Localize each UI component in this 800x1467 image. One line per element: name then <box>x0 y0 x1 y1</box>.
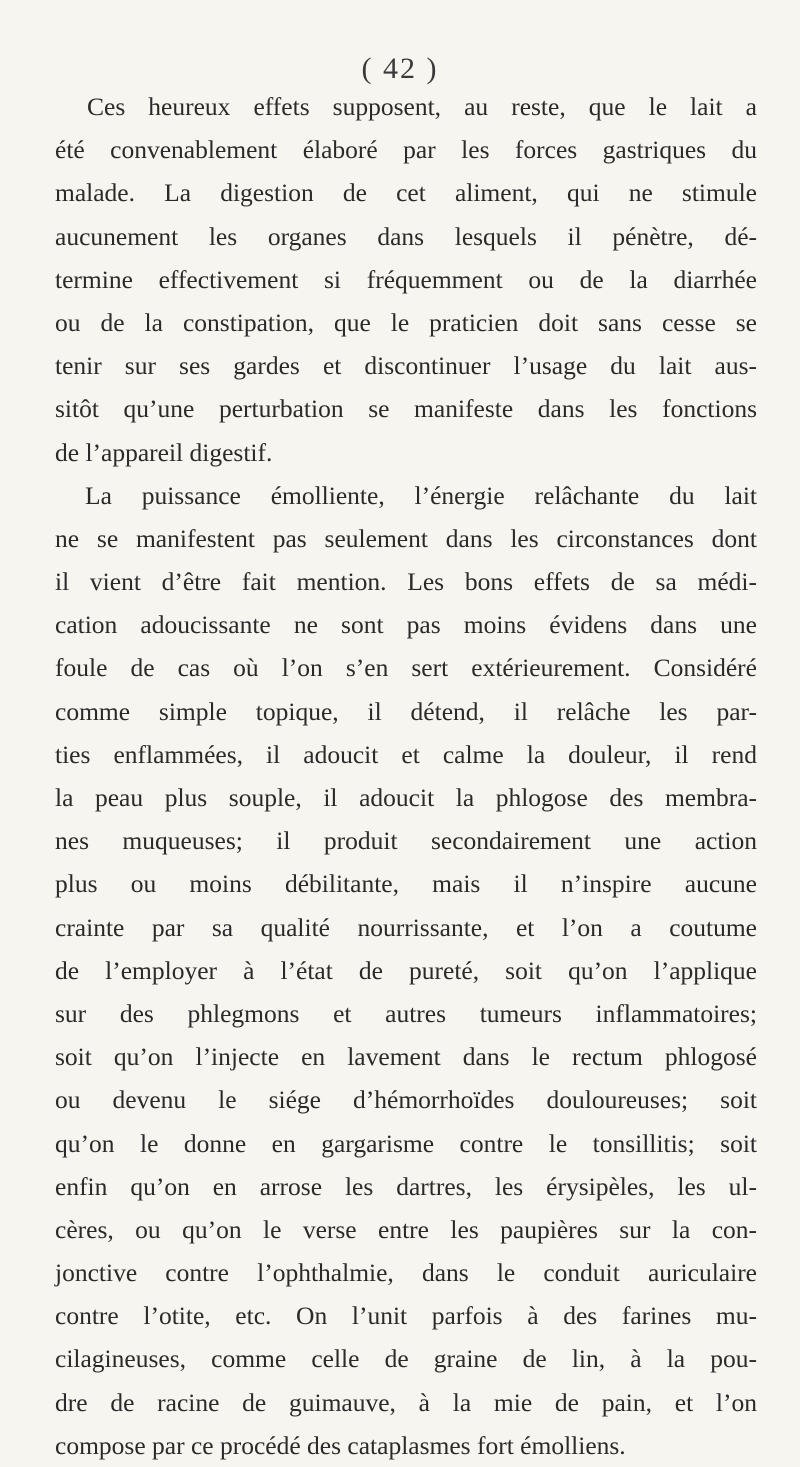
text-line: la peau plus souple, il adoucit la phlogose des membra- <box>55 783 757 812</box>
paragraph-1 <box>55 85 757 474</box>
text-line: cation adoucissante ne sont pas moins évidens dans une <box>55 610 757 640</box>
text-line: contre l’otite, etc. On l’unit parfois à des farines mu- <box>55 1301 757 1331</box>
text-line: soit qu’on l’injecte en lavement dans le rectum phlogosé <box>55 1042 757 1072</box>
text-line: ties enflammées, il adoucit et calme la douleur, il rend <box>55 739 757 769</box>
text-line: nes muqueuses; il produit secondairement une action <box>55 826 757 856</box>
text-line: tenir sur ses gardes et discontinuer l’usage du lait aus- <box>55 351 757 381</box>
page-number: ( 42 ) <box>361 52 439 85</box>
text-line: il vient d’être fait mention. Les bons effets de sa médi- <box>55 567 757 597</box>
text-line: compose par ce procédé des cataplasmes fort émolliens. <box>55 1430 626 1460</box>
text-line: La puissance émolliente, l’énergie relâchante du lait <box>85 480 757 510</box>
text-line: ou devenu le siége d’hémorrhoïdes douloureuses; soit <box>55 1085 757 1115</box>
text-line: enfin qu’on en arrose les dartres, les érysipèles, les ul- <box>55 1171 757 1201</box>
text-line: plus ou moins débilitante, mais il n’inspire aucune <box>55 869 757 899</box>
text-line: aucunement les organes dans lesquels il pénètre, dé- <box>55 221 757 251</box>
text-body <box>55 85 757 1467</box>
text-line: de l’appareil digestif. <box>55 437 273 467</box>
text-line: qu’on le donne en gargarisme contre le tonsillitis; soit <box>55 1128 757 1158</box>
text-line: sitôt qu’une perturbation se manifeste dans les fonctions <box>55 394 757 424</box>
text-line: ou de la constipation, que le praticien doit sans cesse se <box>55 307 757 337</box>
text-line: malade. La digestion de cet aliment, qui ne stimule <box>55 178 757 208</box>
text-line: termine effectivement si fréquemment ou de la diarrhée <box>55 264 757 294</box>
text-line: dre de racine de guimauve, à la mie de pain, et l’on <box>55 1387 757 1417</box>
text-line: sur des phlegmons et autres tumeurs inflammatoires; <box>55 998 757 1028</box>
text-line: comme simple topique, il détend, il relâche les par- <box>55 696 757 726</box>
text-line: de l’employer à l’état de pureté, soit qu’on l’applique <box>55 955 757 985</box>
text-line: été convenablement élaboré par les forces gastriques du <box>55 135 757 165</box>
text-line: crainte par sa qualité nourrissante, et l’on a coutume <box>55 912 757 942</box>
text-line: foule de cas où l’on s’en sert extérieurement. Considéré <box>55 653 757 683</box>
text-line: Ces heureux effets supposent, au reste, que le lait a <box>87 92 757 121</box>
paragraph-2 <box>55 474 757 1467</box>
text-line: cilagineuses, comme celle de graine de lin, à la pou- <box>55 1344 757 1374</box>
text-line: ne se manifestent pas seulement dans les circonstances dont <box>55 523 757 553</box>
text-line: cères, ou qu’on le verse entre les paupières sur la con- <box>55 1214 757 1244</box>
text-line: jonctive contre l’ophthalmie, dans le conduit auriculaire <box>55 1258 757 1288</box>
